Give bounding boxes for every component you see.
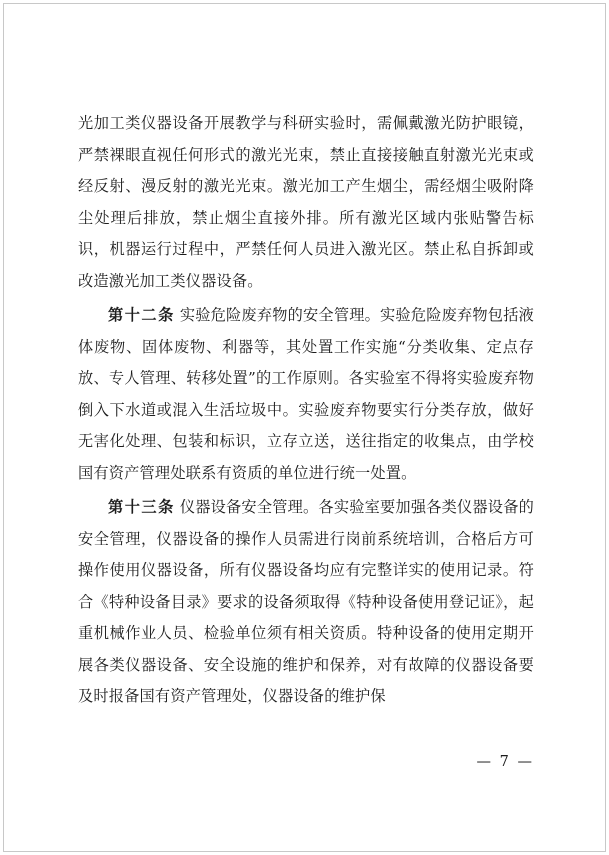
page-number: — 7 —	[476, 754, 534, 770]
article-label-12: 第十二条	[108, 306, 175, 324]
paragraph-text: 光加工类仪器设备开展教学与科研实验时，需佩戴激光防护眼镜，严禁裸眼直视任何形式的激光光束，禁止直接接触直射激光光束或经反射、漫反射的激光光束。激光加工产生烟尘，需经烟尘吸附降尘处理后排放，禁止烟尘直接外排。所有激光区域内张贴警告标识，机器运行过程中，严禁任何人员进入激光区。禁止私自拆卸或改造激光加工类仪器设备。	[78, 114, 534, 290]
paragraph-article-12	[78, 300, 534, 489]
paragraph-text: 仪器设备安全管理。各实验室要加强各类仪器设备的安全管理，仪器设备的操作人员需进行岗前系统培训，合格后方可操作使用仪器设备，所有仪器设备均应有完整详实的使用记录。符合《特种设备目录》要求的设备须取得《特种设备使用登记证》，起重机械作业人员、检验单位须有相关资质。特种设备的使用定期开展各类仪器设备、安全设施的维护和保养，对有故障的仪器设备要及时报备国有资产管理处，仪器设备的维护保	[78, 498, 534, 705]
article-label-13: 第十三条	[108, 498, 175, 516]
page-body	[78, 108, 534, 713]
paragraph-text: 实验危险废弃物的安全管理。实验危险废弃物包括液体废物、固体废物、利器等，其处置工作实施“分类收集、定点存放、专人管理、转移处置”的工作原则。各实验室不得将实验废弃物倒入下水道或混入生活垃圾中。实验废弃物要实行分类存放，做好无害化处理、包装和标识，立存立送，送往指定的收集点，由学校国有资产管理处联系有资质的单位进行统一处置。	[78, 306, 534, 482]
paragraph-laser-safety	[78, 108, 534, 297]
paragraph-article-13	[78, 492, 534, 713]
